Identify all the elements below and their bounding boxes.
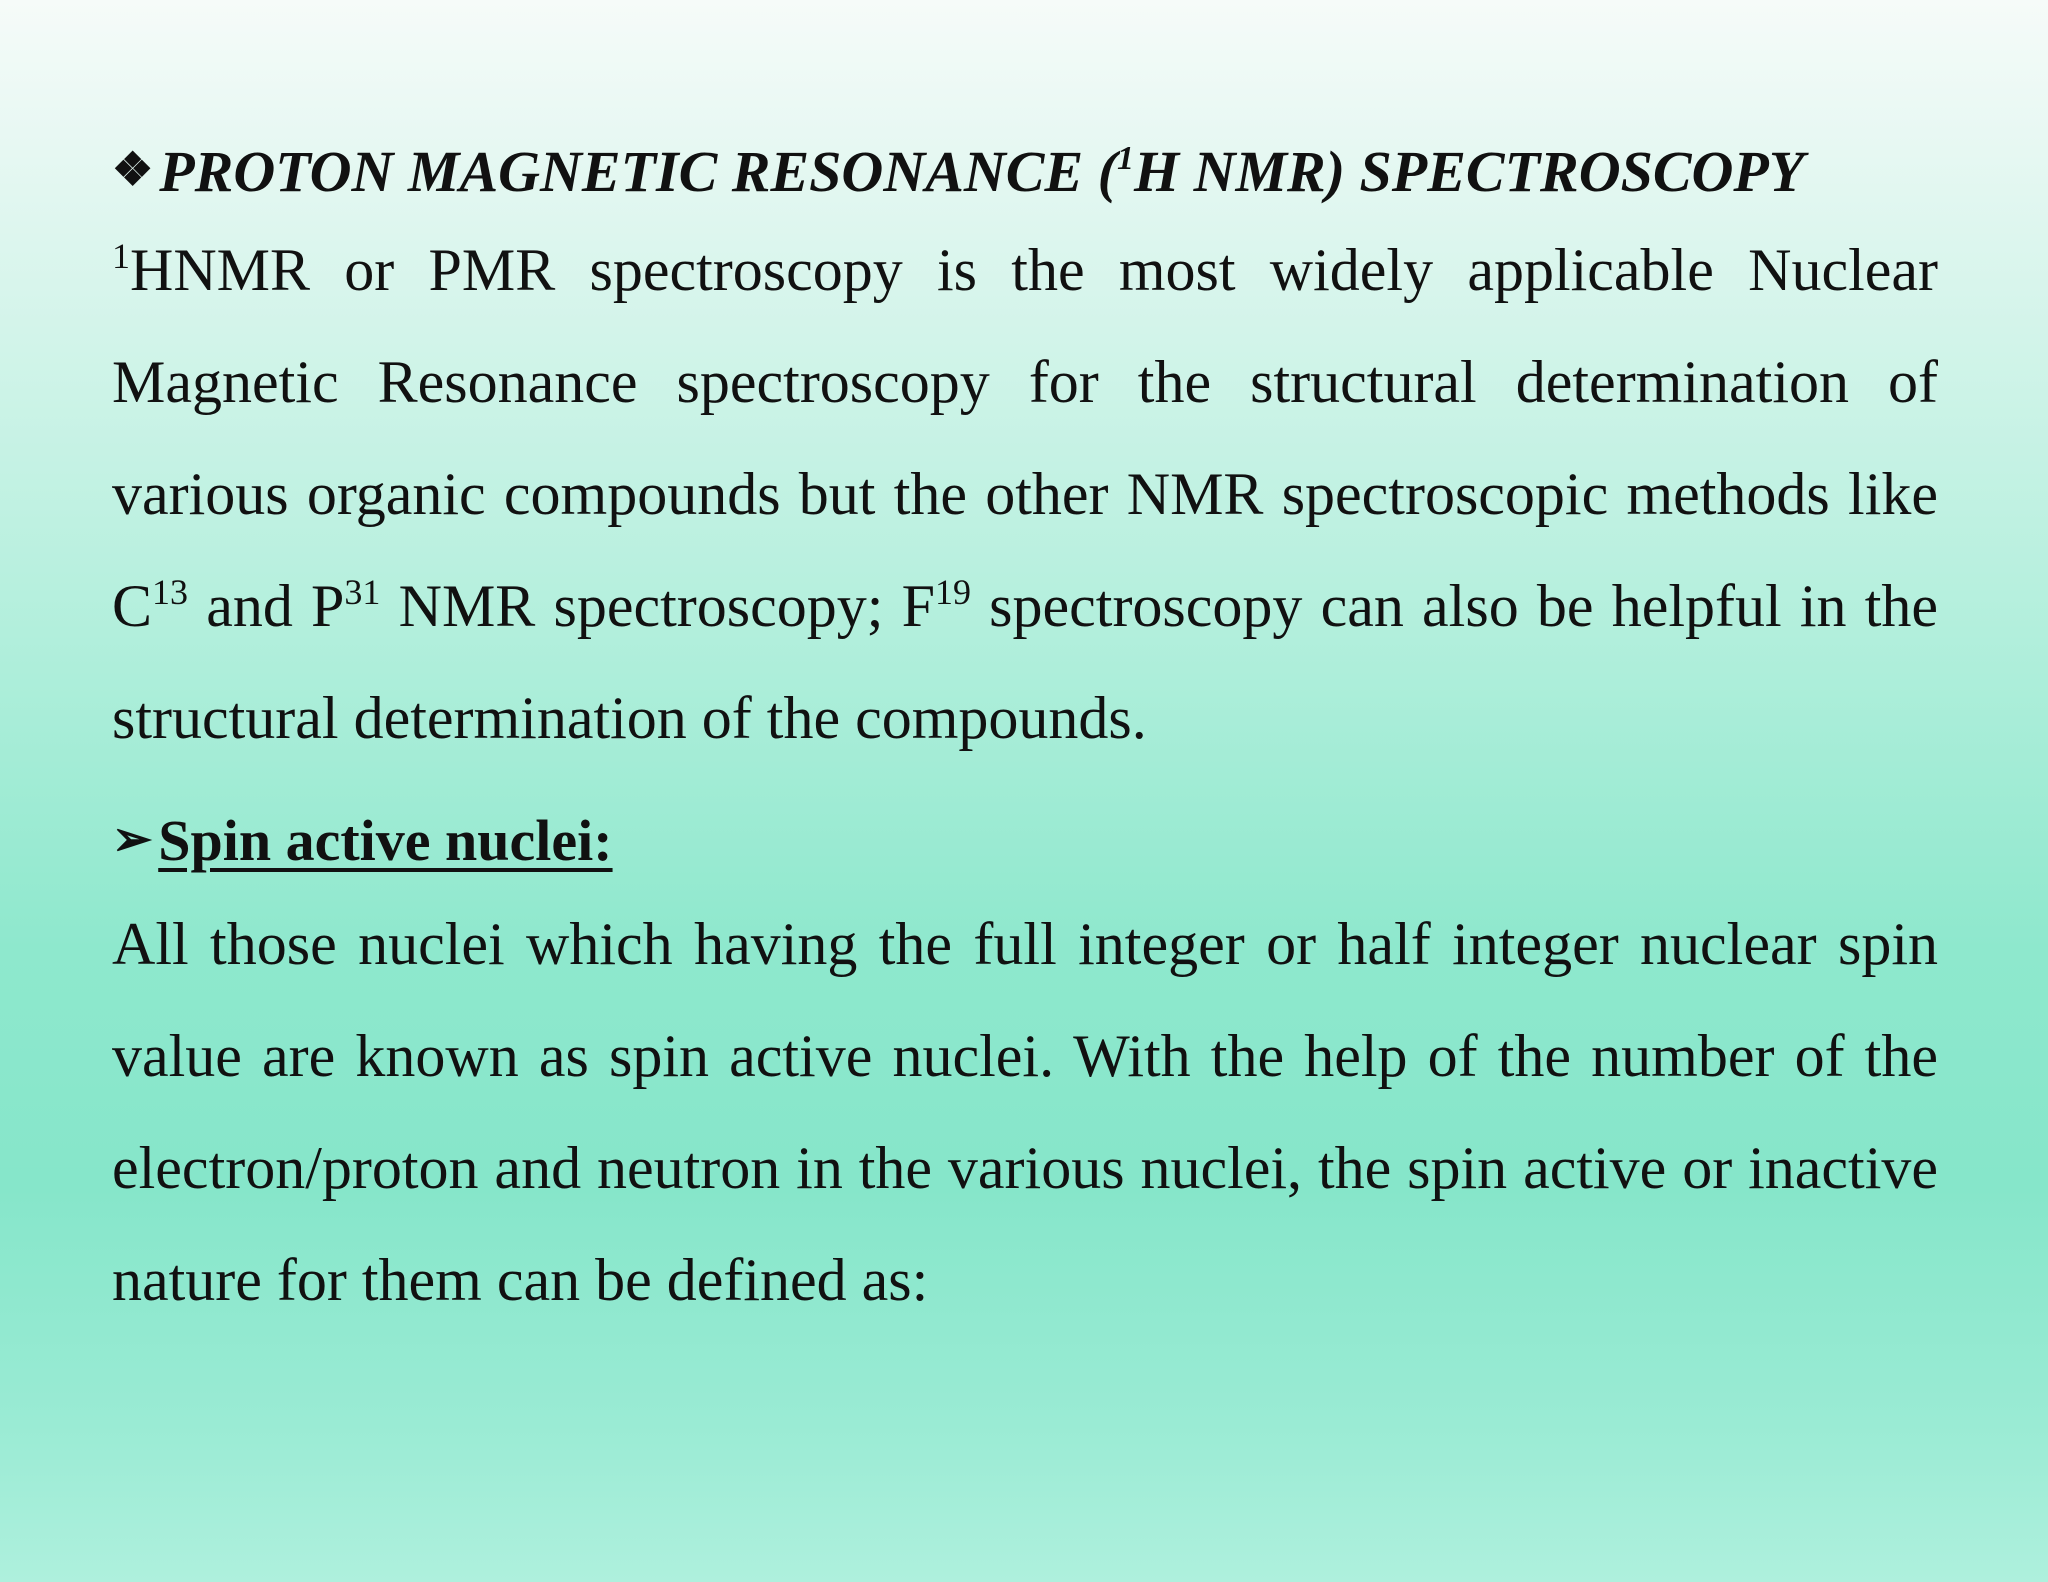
- arrow-bullet-icon: ➢: [112, 813, 153, 866]
- intro-text-part4: spectroscopy can also be helpful in the structural determination of the compounds.: [112, 573, 1938, 751]
- slide-heading: [112, 132, 1942, 212]
- diamond-bullet-icon: ❖: [112, 144, 154, 195]
- intro-text-part2: and P: [188, 573, 345, 639]
- intro-text-part1: HNMR or PMR spectroscopy is the most widely applicable Nuclear Magnetic Resonance spectroscopy for the structural determination of various organic compounds but the other NMR spectroscopic methods like C: [112, 237, 1938, 639]
- heading-text-prefix: PROTON MAGNETIC RESONANCE (: [159, 139, 1117, 204]
- intro-text-part3: NMR spectroscopy; F: [380, 573, 935, 639]
- intro-paragraph: [112, 214, 1938, 774]
- heading-superscript: 1: [1116, 140, 1134, 177]
- subheading-text: Spin active nuclei:: [158, 808, 613, 873]
- superscript-1: 1: [112, 236, 130, 276]
- superscript-19: 19: [934, 572, 971, 612]
- spin-active-subheading: [112, 798, 613, 884]
- superscript-13: 13: [152, 572, 189, 612]
- superscript-31: 31: [344, 572, 381, 612]
- spin-active-paragraph: All those nuclei which having the full integer or half integer nuclear spin value are known as spin active nuclei. With the help of the number of the electron/proton and neutron in the various nuclei, the spin active or inactive nature for them can be defined as:: [112, 911, 1938, 1313]
- heading-text-suffix: H NMR) SPECTROSCOPY: [1133, 139, 1805, 204]
